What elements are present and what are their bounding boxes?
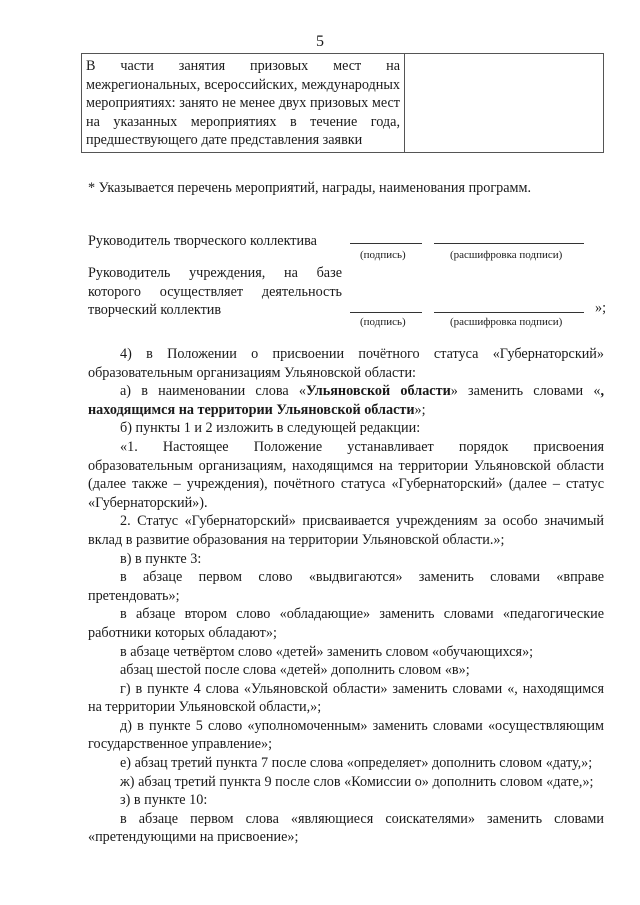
paragraph-text: в абзаце четвёртом слово «детей» заменить словом «обучающихся»; — [120, 643, 534, 660]
paragraph-text: в абзаце первом слова «являющиеся соискателями» заменить словами «претендующими на присвоение»; — [88, 810, 604, 846]
paragraph-text: в) в пункте 3: — [120, 550, 202, 567]
emphasized-text: , находящимся на территории Ульяновской области — [88, 383, 604, 418]
paragraph-text: а) в наименовании слова « — [120, 383, 306, 400]
amendment-paragraph — [88, 773, 604, 792]
amendment-paragraph — [88, 717, 604, 754]
table-row — [82, 54, 604, 153]
paragraph-text: абзац шестой после слова «детей» дополнить словом «в»; — [120, 662, 470, 679]
collective-head-label: Руководитель творческого коллектива — [88, 233, 317, 249]
paragraph-text: » заменить словами « — [450, 383, 601, 400]
paragraph-text: 2. Статус «Губернаторский» присваивается учреждениям за особо значимый вклад в развитие образования на территории Ульяновской области.»; — [88, 513, 604, 548]
decoding-line — [434, 312, 584, 313]
paragraph-text: «1. Настоящее Положение устанавливает порядок присвоения образовательным организациям, находящимся на территории Ульяновской области (далее также – учреждения), почётного статуса «Губернаторский» (далее – статус «Губернаторский»). — [88, 438, 604, 511]
amendment-paragraph — [88, 810, 604, 847]
signature-line — [350, 312, 422, 313]
signature-caption: (подпись) — [360, 316, 406, 328]
amendment-paragraph — [88, 643, 604, 662]
amendment-paragraph — [88, 605, 604, 642]
paragraph-text: »; — [414, 401, 426, 418]
emphasized-text: Ульяновской области — [305, 383, 451, 400]
institution-head-label: Руководитель учреждения, на базе которого осуществляет деятельность творческий коллектив — [88, 265, 342, 319]
signature-line — [350, 243, 422, 244]
amendment-paragraph — [88, 438, 604, 512]
paragraph-text: б) пункты 1 и 2 изложить в следующей редакции: — [120, 420, 421, 437]
signature-caption: (подпись) — [360, 249, 406, 261]
closing-quote: »; — [595, 300, 607, 316]
paragraph-text: в абзаце втором слово «обладающие» заменить словами «педагогические работники которых обладают»; — [88, 606, 604, 641]
paragraph-text: г) в пункте 4 слова «Ульяновской области» заменить словами «, находящимся на территории Ульяновской области,»; — [88, 680, 604, 716]
amendments-text — [88, 345, 604, 847]
paragraph-text: ж) абзац третий пункта 9 после слов «Комиссии о» дополнить словом «дате,»; — [120, 773, 594, 790]
paragraph-text: в абзаце первом слово «выдвигаются» заменить словами «вправе претендовать»; — [88, 569, 604, 604]
criteria-table — [81, 53, 604, 153]
amendment-paragraph — [88, 661, 604, 680]
criteria-value-cell — [405, 54, 604, 153]
paragraph-text: д) в пункте 5 слово «уполномоченным» заменить словами «осуществляющим государственное управление»; — [88, 717, 604, 753]
amendment-paragraph — [88, 512, 604, 549]
footnote: * Указывается перечень мероприятий, награды, наименования программ. — [88, 180, 532, 196]
amendment-paragraph — [88, 419, 604, 438]
paragraph-text: з) в пункте 10: — [120, 792, 208, 809]
criteria-cell: В части занятия призовых мест на межрегиональных, всероссийских, международных мероприятиях: занято не менее двух призовых мест на указанных мероприятиях в течение года, предшествующего дате представления заявки — [82, 54, 405, 153]
amendment-paragraph — [88, 345, 604, 382]
page-number: 5 — [316, 33, 324, 50]
amendment-paragraph — [88, 568, 604, 605]
amendment-paragraph — [88, 680, 604, 717]
decoding-caption: (расшифровка подписи) — [450, 249, 563, 261]
decoding-caption: (расшифровка подписи) — [450, 316, 563, 328]
amendment-paragraph — [88, 754, 604, 773]
amendment-paragraph — [88, 550, 604, 569]
paragraph-text: е) абзац третий пункта 7 после слова «определяет» дополнить словом «дату,»; — [120, 755, 593, 772]
decoding-line — [434, 243, 584, 244]
amendment-paragraph — [88, 791, 604, 810]
amendment-paragraph — [88, 382, 604, 419]
paragraph-text: 4) в Положении о присвоении почётного статуса «Губернаторский» образовательным организациям Ульяновской области: — [88, 346, 604, 381]
